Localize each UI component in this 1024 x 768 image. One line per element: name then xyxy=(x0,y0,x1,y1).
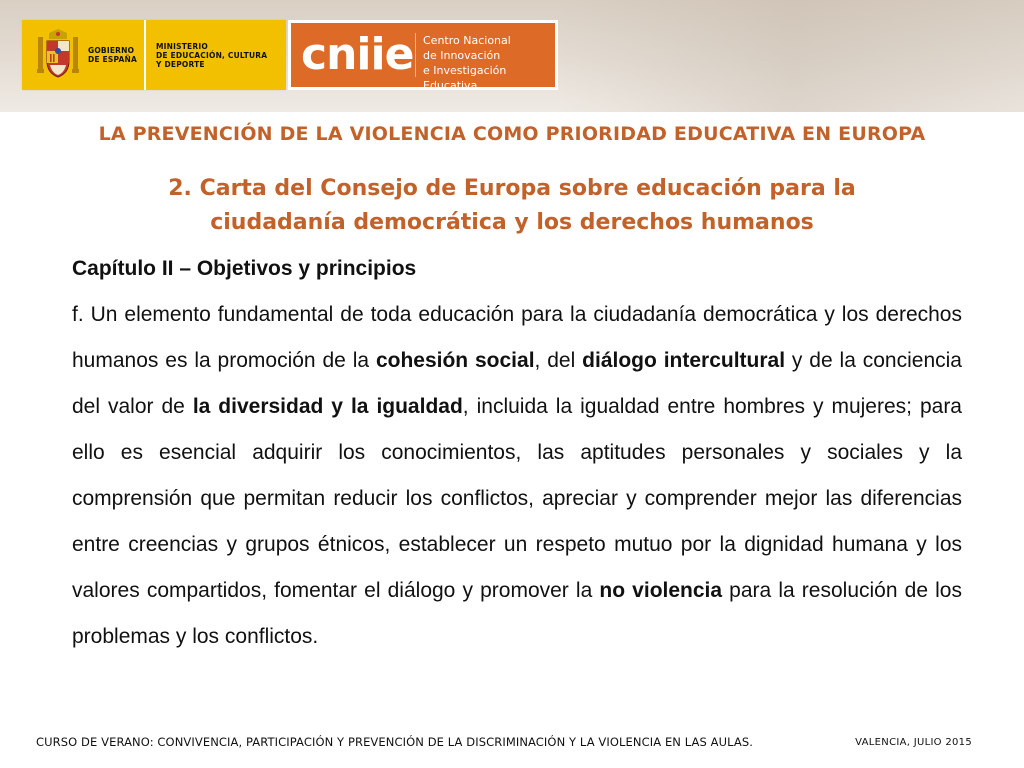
footer-place-date: VALENCIA, JULIO 2015 xyxy=(855,737,972,748)
slide-title: LA PREVENCIÓN DE LA VIOLENCIA COMO PRIORIDAD EDUCATIVA EN EUROPA xyxy=(98,123,926,145)
ministerio-label: MINISTERIO DE EDUCACIÓN, CULTURA Y DEPORTE xyxy=(156,41,268,69)
chapter-heading: Capítulo II – Objetivos y principios xyxy=(72,257,417,280)
paragraph-text: , del xyxy=(534,349,583,372)
cniie-description: Centro Nacional de Innovación e Investigación Educativa xyxy=(423,34,511,92)
paragraph-emphasis: diálogo intercultural xyxy=(582,349,786,372)
spain-coat-of-arms-icon xyxy=(36,29,80,81)
paragraph-text: , incluida la igualdad entre hombres y mujeres; para ello es esencial adquirir los conocimientos, las aptitudes personales y sociales y la comprensión que permitan reducir los conflictos, apreciar y comprender mejor las diferencias entre creencias y grupos étnicos, establecer un respeto mutuo por la dignidad humana y los valores compartidos, fomentar el diálogo y promover la xyxy=(72,395,962,602)
header-shade xyxy=(560,0,1024,112)
gobierno-ministerio-logo xyxy=(22,20,286,90)
cniie-logo xyxy=(288,20,558,90)
paragraph-emphasis: la diversidad y la igualdad xyxy=(192,395,463,418)
principle-paragraph xyxy=(72,292,962,660)
paragraph-text: y de la conciencia del valor de xyxy=(72,349,962,418)
paragraph-emphasis: cohesión social xyxy=(375,349,535,372)
slide-subtitle: 2. Carta del Consejo de Europa sobre educación para la ciudadanía democrática y los derechos humanos xyxy=(168,176,856,235)
footer-course: CURSO DE VERANO: CONVIVENCIA, PARTICIPACIÓN Y PREVENCIÓN DE LA DISCRIMINACIÓN Y LA VIOLENCIA EN LAS AULAS. xyxy=(36,735,754,749)
paragraph-text: f. Un elemento fundamental de toda educación para la ciudadanía democrática y los derechos humanos es la promoción de la xyxy=(72,303,962,372)
paragraph-emphasis: no violencia xyxy=(599,579,723,602)
cniie-wordmark: cniie xyxy=(301,29,414,80)
ministerio-block xyxy=(146,20,286,90)
cniie-divider xyxy=(415,33,416,77)
gobierno-block xyxy=(22,20,144,90)
paragraph-text: para la resolución de los problemas y los conflictos. xyxy=(72,579,962,648)
header-banner xyxy=(0,0,1024,112)
gobierno-label: GOBIERNO DE ESPAÑA xyxy=(88,46,137,64)
cniie-logo-block xyxy=(291,23,555,92)
